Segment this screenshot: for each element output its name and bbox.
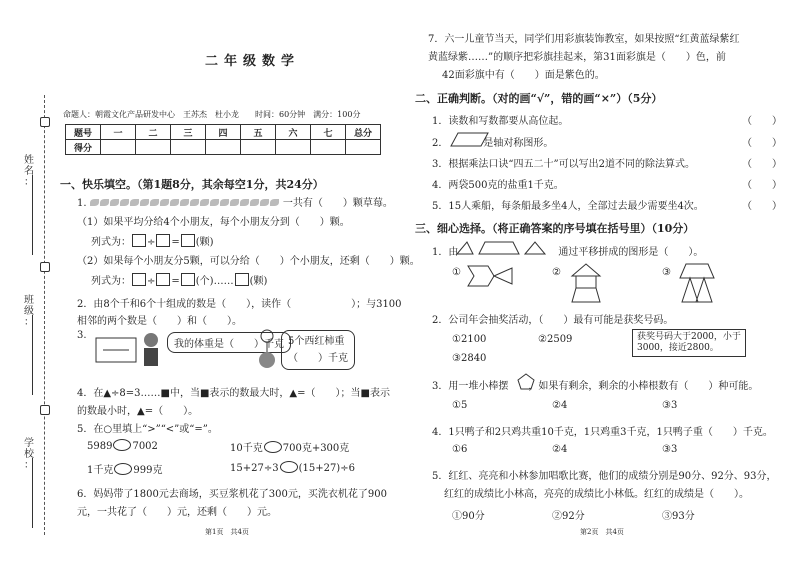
score-table	[65, 124, 381, 155]
question-6-line1: 6．妈妈带了1800元去商场，买豆浆机花了300元，买洗衣机花了900	[77, 489, 387, 500]
score-cell[interactable]	[276, 140, 311, 155]
answer-box[interactable]	[181, 234, 195, 247]
question-4-line1: 4．在▲÷8=3……■中，当■表示的数最大时，▲=（ ）；当■表示	[77, 388, 390, 399]
judge-2: 2． 是轴对称图形。	[432, 138, 554, 149]
answer-box[interactable]	[235, 273, 249, 286]
choice-1-option-1[interactable]: ①	[452, 267, 461, 278]
compare-3: 1千克 999克	[87, 465, 163, 476]
choice-3-option-2[interactable]: ②4	[552, 400, 568, 411]
compare-circle[interactable]	[264, 441, 282, 453]
choice-3-option-1[interactable]: ①5	[452, 400, 468, 411]
answer-box[interactable]	[156, 234, 170, 247]
question-6-line2: 元，一共花了（ ）元，还剩（ ）元。	[77, 507, 277, 518]
compare-circle[interactable]	[280, 461, 298, 473]
school-label: 学 校 ：	[24, 438, 34, 471]
question-1-2-formula: 列式为： ÷ = (个)…… (颗)	[91, 272, 267, 287]
trapezoid-triangle-shapes	[455, 240, 555, 256]
class-label: 班 级 ：	[24, 295, 34, 328]
judge-5-answer[interactable]: （ ）	[742, 201, 782, 212]
score-cell[interactable]	[346, 140, 381, 155]
judge-1: 1．读数和写数都要从高位起。	[432, 116, 569, 127]
option-1-shape	[466, 262, 516, 290]
question-4-line2: 的数最小时，▲=（ ）。	[77, 406, 199, 417]
question-1-1-formula: 列式为： ÷ = (颗)	[91, 233, 214, 248]
answer-box[interactable]	[132, 234, 146, 247]
tomato-speech-bubble: 5个西红柿重 （ ）千克	[281, 330, 355, 370]
choice-1: 1．由 通过平移拼成的图形是（ ）。	[432, 247, 704, 258]
question-3: 3.	[77, 330, 87, 341]
score-cell[interactable]	[206, 140, 241, 155]
choice-3: 3．用一堆小棒摆 ，如果有剩余，剩余的小棒根数有（ ）种可能。	[432, 381, 759, 392]
question-5: 5．在○里填上“>”“<”或“=”。	[77, 424, 218, 435]
judge-1-answer[interactable]: （ ）	[742, 116, 782, 127]
punch-hole	[40, 117, 50, 127]
score-table-score-row: 得分	[66, 140, 381, 155]
choice-1-option-3[interactable]: ③	[662, 267, 671, 278]
question-2-line2: 相邻的两个数是（ ）和（ ）。	[77, 316, 242, 327]
binding-margin	[0, 0, 50, 561]
name-label: 姓 名 ：	[24, 155, 34, 188]
left-page	[55, 0, 420, 561]
compare-1: 5989 7002	[87, 441, 158, 452]
choice-4-option-1[interactable]: ①6	[452, 444, 468, 455]
choice-4: 4．1只鸭子和2只鸡共重10千克，1只鸡重3千克，1只鸭子重（ ）千克。	[432, 427, 773, 438]
section-3-heading: 三、细心选择。（将正确答案的序号填在括号里）（10分）	[415, 222, 695, 235]
answer-box[interactable]	[132, 273, 146, 286]
question-2-line1: 2．由8个千和6个十组成的数是（ ），读作（ ）；与3100	[77, 299, 402, 310]
choice-2-option-2[interactable]: ②2509	[538, 334, 573, 345]
judge-2-answer[interactable]: （ ）	[742, 138, 782, 149]
judge-4: 4．两袋500克的盐重1千克。	[432, 180, 564, 191]
judge-5: 5．15人乘船，每条船最多坐4人，全部过去最少需要坐4次。	[432, 201, 704, 212]
choice-2-option-1[interactable]: ①2100	[452, 334, 487, 345]
choice-5-option-1[interactable]: ①90分	[452, 511, 485, 522]
choice-3-option-3[interactable]: ③3	[662, 400, 678, 411]
choice-4-option-3[interactable]: ③3	[662, 444, 678, 455]
score-cell[interactable]	[311, 140, 346, 155]
page-footer: 第1页 共4页	[205, 528, 249, 536]
judge-3-answer[interactable]: （ ）	[742, 159, 782, 170]
section-1-heading: 一、快乐填空。（第1题8分，其余每空1分，共24分）	[60, 178, 324, 191]
choice-2: 2．公司年会抽奖活动，（ ）最有可能是获奖号码。	[432, 315, 674, 326]
punch-hole	[40, 262, 50, 272]
strawberry-icons	[90, 198, 280, 209]
hanging-scale-icon	[255, 328, 279, 370]
compare-4: 15+27÷3 (15+27)÷6	[230, 463, 355, 474]
compare-2: 10千克 700克+300克	[230, 443, 350, 454]
section-2-heading: 二、正确判断。（对的画“√”，错的画“×”）（5分）	[415, 92, 663, 105]
scale-child-illustration	[95, 330, 167, 370]
choice-1-option-2[interactable]: ②	[552, 267, 561, 278]
answer-box[interactable]	[156, 273, 170, 286]
page-footer: 第2页 共4页	[580, 528, 624, 536]
class-line[interactable]	[32, 315, 33, 395]
choice-4-option-2[interactable]: ②4	[552, 444, 568, 455]
score-table-header-row: 题号 一 二 三 四 五 六 七 总分	[66, 125, 381, 140]
exam-meta: 命题人：朝霞文化产品研发中心 王苏杰 杜小龙 时间：60分钟 满分：100分	[63, 110, 361, 119]
pentagon-icon	[517, 373, 535, 390]
option-2-shape	[568, 262, 604, 304]
judge-3: 3．根据乘法口诀“四五二十”可以写出2道不同的除法算式。	[432, 159, 695, 170]
compare-circle[interactable]	[114, 463, 132, 475]
right-page	[410, 0, 790, 561]
question-7-line1: 7．六一儿童节当天，同学们用彩旗装饰教室，如果按照“红黄蓝绿紫红	[428, 34, 740, 45]
school-line[interactable]	[32, 458, 33, 528]
score-cell[interactable]	[136, 140, 171, 155]
question-1-1: （1）如果平均分给4个小朋友，每个小朋友分到（ ）颗。	[77, 217, 350, 228]
question-1: 1. 一共有（ ）颗草莓。	[77, 198, 393, 209]
score-cell[interactable]	[171, 140, 206, 155]
punch-hole	[40, 405, 50, 415]
question-7-line2: 黄蓝绿紫……”的顺序把彩旗挂起来，第31面彩旗是（ ）色，前	[428, 52, 726, 63]
compare-circle[interactable]	[113, 439, 131, 451]
score-cell[interactable]	[101, 140, 136, 155]
score-cell[interactable]	[241, 140, 276, 155]
prize-hint-note: 获奖号码大于2000，小于 3000，接近2800。	[632, 329, 746, 357]
fold-line	[44, 95, 45, 535]
judge-4-answer[interactable]: （ ）	[742, 180, 782, 191]
answer-box[interactable]	[181, 273, 195, 286]
parallelogram-icon	[450, 132, 490, 148]
option-3-shape	[678, 262, 718, 304]
name-line[interactable]	[32, 175, 33, 255]
choice-5-option-2[interactable]: ②92分	[552, 511, 585, 522]
question-7-line3: 42面彩旗中有（ ）面是紫色的。	[442, 70, 605, 81]
question-1-2: （2）如果每个小朋友分5颗，可以分给（ ）个小朋友，还剩（ ）颗。	[77, 256, 420, 267]
page-title: 二年级数学	[205, 54, 301, 69]
choice-5-line1: 5．红红、亮亮和小林参加唱歌比赛，他们的成绩分别是90分、92分、93分，	[432, 471, 777, 482]
choice-5-line2: 红红的成绩比小林高，亮亮的成绩比小林低。红红的成绩是（ ）。	[444, 489, 749, 500]
weight-speech-bubble: 我的体重是（ ）千克	[167, 332, 291, 353]
choice-2-option-3[interactable]: ③2840	[452, 353, 487, 364]
choice-5-option-3[interactable]: ③93分	[662, 511, 695, 522]
